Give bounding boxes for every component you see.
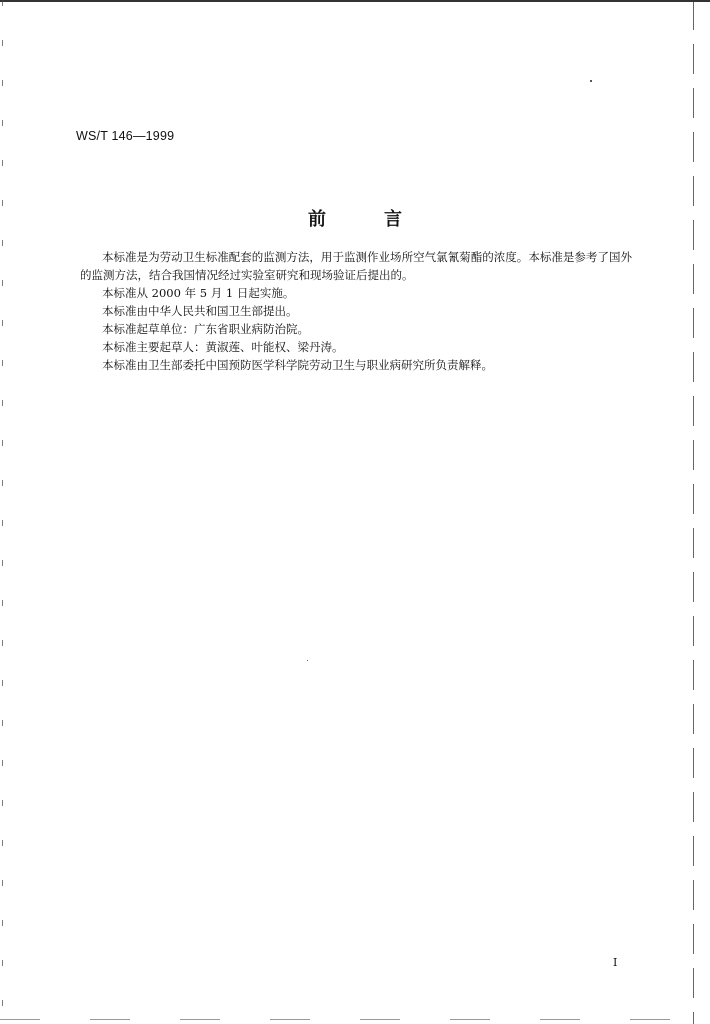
page-number: I	[613, 956, 618, 969]
title-char-2: 言	[384, 209, 402, 230]
scan-edge-bottom	[0, 1019, 710, 1020]
foreword-body	[80, 248, 632, 374]
paragraph: 本标准起草单位：广东省职业病防治院。	[102, 322, 309, 336]
scan-edge-left	[2, 0, 3, 1024]
scan-speck	[307, 660, 308, 661]
paragraph: 本标准由卫生部委托中国预防医学科学院劳动卫生与职业病研究所负责解释。	[102, 358, 493, 372]
scan-speck	[590, 80, 592, 82]
document-code: WS/T 146—1999	[76, 129, 175, 143]
scan-edge-top	[0, 0, 710, 2]
scan-edge-right	[693, 0, 694, 1024]
paragraph: 本标准由中华人民共和国卫生部提出。	[102, 304, 298, 318]
paragraph: 本标准是为劳动卫生标准配套的监测方法，用于监测作业场所空气氯氰菊酯的浓度。本标准是参考了国外的监测方法，结合我国情况经过实验室研究和现场验证后提出的。	[80, 250, 632, 282]
section-title	[0, 205, 710, 231]
title-char-1: 前	[308, 209, 326, 230]
paragraph: 本标准主要起草人：黄淑莲、叶能权、梁丹涛。	[102, 340, 344, 354]
paragraph: 本标准从 2000 年 5 月 1 日起实施。	[102, 286, 295, 300]
